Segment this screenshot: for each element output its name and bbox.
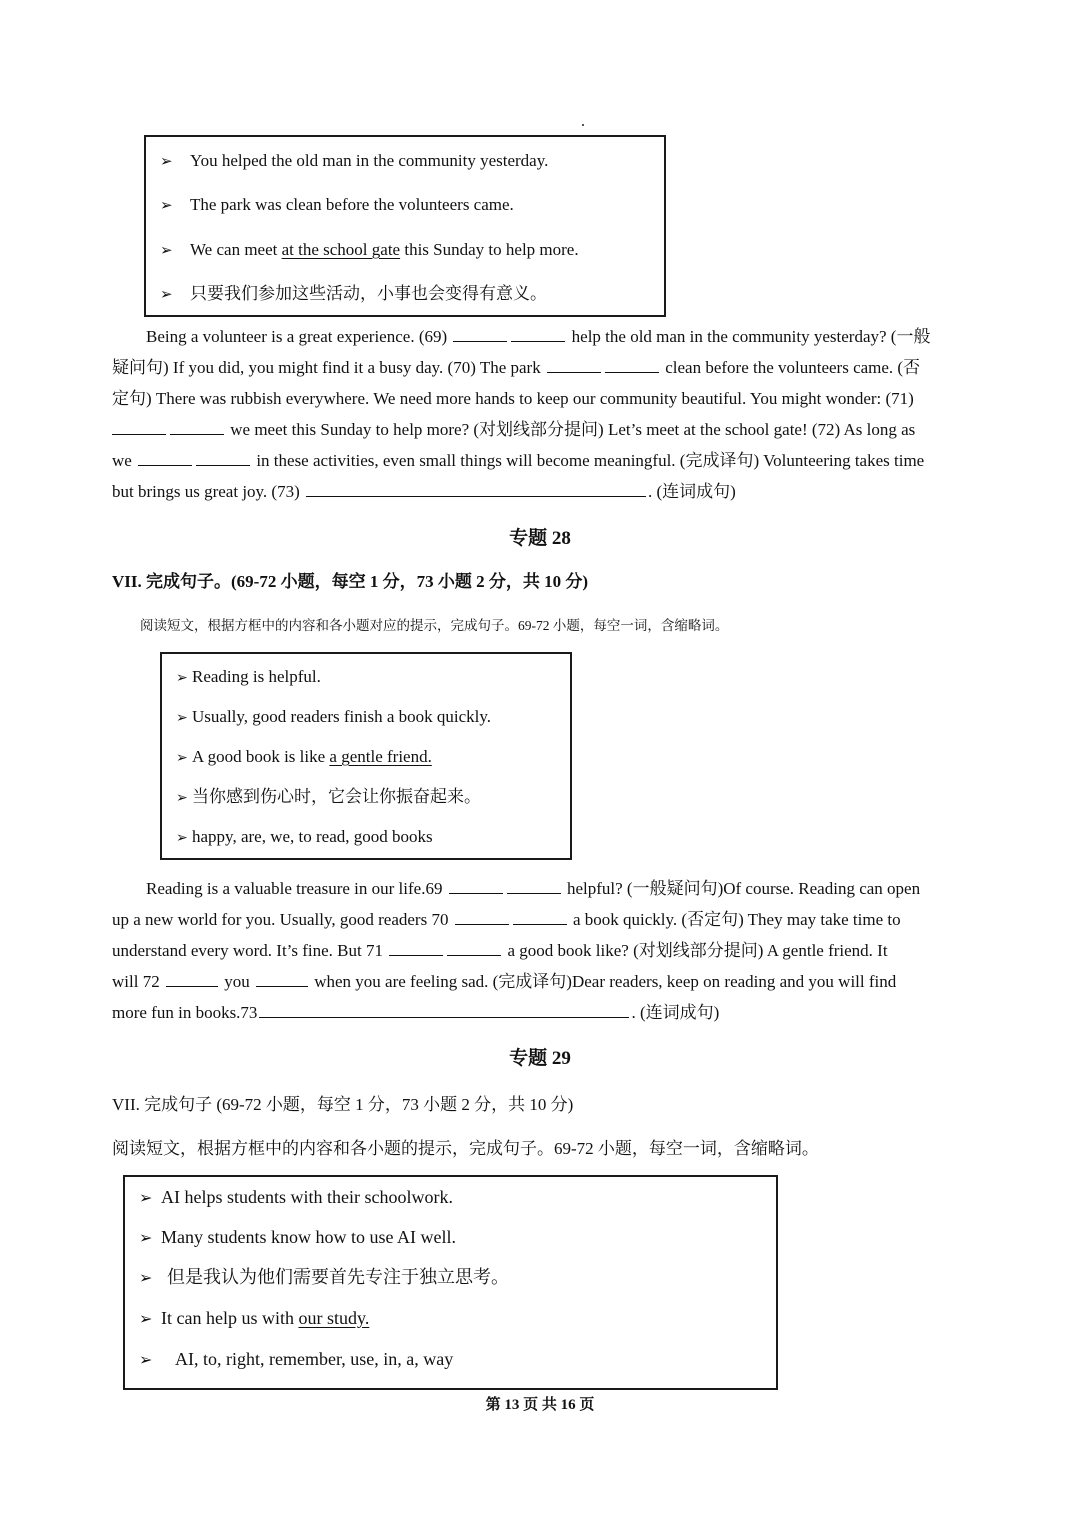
- hint-item: ➢ A good book is like a gentle friend.: [176, 746, 432, 769]
- arrow-bullet-icon: ➢: [139, 1188, 153, 1207]
- answer-blank[interactable]: [447, 939, 501, 956]
- arrow-bullet-icon: ➢: [176, 670, 188, 686]
- answer-blank[interactable]: [196, 449, 250, 466]
- answer-blank[interactable]: [170, 418, 224, 435]
- section-title-28: VII. 完成句子。(69-72 小题，每空 1 分，73 小题 2 分，共 10 分): [112, 572, 588, 591]
- instruction-29: 阅读短文，根据方框中的内容和各小题的提示，完成句子。69-72 小题，每空一词，含缩略词。: [112, 1139, 819, 1158]
- answer-blank[interactable]: [166, 970, 218, 987]
- hint-box-27: [144, 135, 666, 317]
- hint-item: ➢ The park was clean before the volunteers came.: [160, 195, 514, 214]
- answer-blank[interactable]: [513, 908, 567, 925]
- answer-blank[interactable]: [605, 356, 659, 373]
- underlined-phrase: our study.: [298, 1308, 370, 1328]
- answer-blank[interactable]: [453, 325, 507, 342]
- arrow-bullet-icon: ➢: [160, 196, 173, 214]
- page-footer: 第 13 页 共 16 页: [485, 1397, 595, 1413]
- answer-blank[interactable]: [449, 877, 503, 894]
- hint-item: ➢ Many students know how to use AI well.: [139, 1227, 456, 1247]
- passage-27: Being a volunteer is a great experience. (69) help the old man in the community yesterday? (一般 疑问句) If you did, you might find it a busy day. (70) The park clean before the volunteers came. (否 定句) There was rubbish everywhere. We need more hands to keep our community beautiful. You might wonder: (71) we meet this Sunday to help more? (对划线部分提问) Let’s meet at the school gate! (72) As long as we in these activities, even small things will become meaningful. (完成译句) Volunteering takes time but brings us great joy. (73) . (连词成句): [112, 327, 931, 501]
- underlined-phrase: at the school gate: [281, 240, 401, 259]
- hint-item: ➢ AI, to, right, remember, use, in, a, way: [139, 1349, 454, 1369]
- answer-blank[interactable]: [511, 325, 565, 342]
- hint-item: ➢ Usually, good readers finish a book quickly.: [176, 706, 491, 729]
- arrow-bullet-icon: ➢: [160, 152, 173, 170]
- answer-blank[interactable]: [547, 356, 601, 373]
- hint-item: ➢ It can help us with our study.: [139, 1308, 370, 1328]
- answer-blank[interactable]: [112, 418, 166, 435]
- arrow-bullet-icon: ➢: [139, 1350, 153, 1369]
- topic-heading-28: 专题 28: [509, 528, 571, 549]
- answer-blank-long[interactable]: [306, 480, 646, 497]
- arrow-bullet-icon: ➢: [139, 1228, 153, 1247]
- answer-blank[interactable]: [507, 877, 561, 894]
- arrow-bullet-icon: ➢: [176, 710, 188, 726]
- arrow-bullet-icon: ➢: [139, 1309, 153, 1328]
- hint-item: ➢ happy, are, we, to read, good books: [176, 826, 433, 849]
- underlined-phrase: a gentle friend.: [329, 747, 432, 766]
- hint-item: ➢ 但是我认为他们需要首先专注于独立思考。: [139, 1267, 509, 1287]
- hint-item: ➢ You helped the old man in the community yesterday.: [160, 151, 549, 170]
- hint-item: ➢ 当你感到伤心时，它会让你振奋起来。: [176, 786, 481, 809]
- passage-28: Reading is a valuable treasure in our life.69 helpful? (一般疑问句)Of course. Reading can open up a new world for you. Usually, good readers 70 a book quickly. (否定句) They may take time to understand every word. It’s fine. But 71 a good book like? (对划线部分提问) A gentle friend. It will 72 you when you are feeling sad. (完成译句)Dear readers, keep on reading and you will find more fun in books.73 . (连词成句): [112, 879, 921, 1022]
- arrow-bullet-icon: ➢: [176, 830, 188, 846]
- arrow-bullet-icon: ➢: [139, 1268, 153, 1287]
- scan-mark: [582, 124, 584, 126]
- instruction-28: 阅读短文，根据方框中的内容和各小题对应的提示，完成句子。69-72 小题，每空一词，含缩略词。: [140, 618, 729, 633]
- answer-blank[interactable]: [455, 908, 509, 925]
- topic-heading-29: 专题 29: [509, 1048, 571, 1069]
- arrow-bullet-icon: ➢: [160, 285, 173, 303]
- hint-item: ➢ AI helps students with their schoolwork.: [139, 1187, 453, 1207]
- hint-item: ➢ 只要我们参加这些活动，小事也会变得有意义。: [160, 284, 547, 303]
- arrow-bullet-icon: ➢: [176, 790, 188, 806]
- hint-item: ➢ Reading is helpful.: [176, 666, 321, 689]
- hint-item: ➢ We can meet at the school gate this Sunday to help more.: [160, 240, 579, 259]
- answer-blank[interactable]: [389, 939, 443, 956]
- answer-blank[interactable]: [256, 970, 308, 987]
- arrow-bullet-icon: ➢: [160, 241, 173, 259]
- answer-blank-long[interactable]: [259, 1001, 629, 1018]
- section-title-29: VII. 完成句子 (69-72 小题，每空 1 分，73 小题 2 分，共 10 分): [112, 1095, 574, 1114]
- hint-box-29: [123, 1175, 778, 1390]
- hint-box-28: [160, 652, 572, 860]
- arrow-bullet-icon: ➢: [176, 750, 188, 766]
- answer-blank[interactable]: [138, 449, 192, 466]
